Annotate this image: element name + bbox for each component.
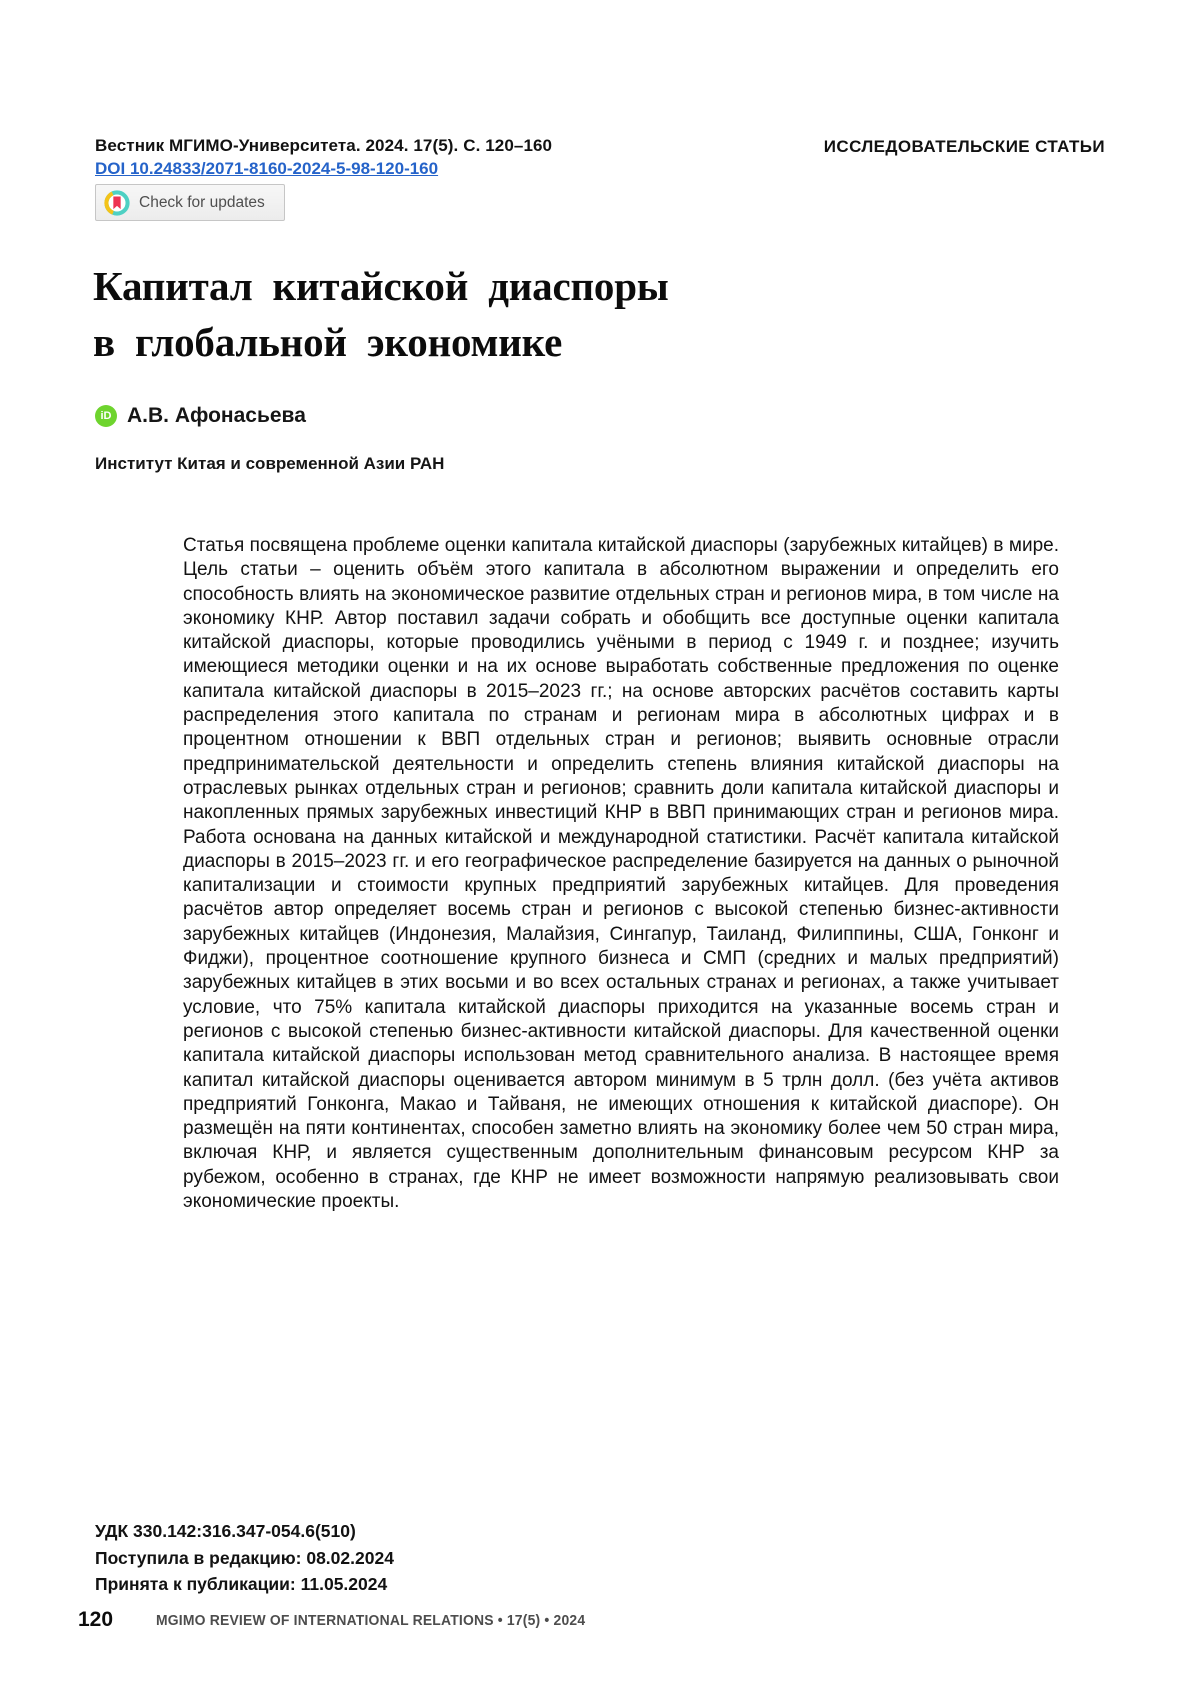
author-affiliation: Институт Китая и современной Азии РАН xyxy=(95,454,445,473)
page-number: 120 xyxy=(78,1608,114,1631)
received-date: Поступила в редакцию: 08.02.2024 xyxy=(95,1547,394,1568)
check-for-updates-button[interactable] xyxy=(95,184,285,221)
title-line-1: Капитал китайской диаспоры xyxy=(93,263,669,309)
article-meta xyxy=(95,1518,394,1598)
section-label: ИССЛЕДОВАТЕЛЬСКИЕ СТАТЬИ xyxy=(823,137,1105,156)
abstract-text: Статья посвящена проблеме оценки капитала китайской диаспоры (зарубежных китайцев) в мире. Цель статьи – оценить объём этого капитала в абсолютном выражении и определить его способность влиять на экономическое развитие отдельных стран и регионов мира, в том числе на экономику КНР. Автор поставил задачи собрать и обобщить все доступные оценки капитала китайской диаспоры, которые проводились учёными в период с 1949 г. и позднее; изучить имеющиеся методики оценки и на их основе выработать собственные предложения по оценке капитала китайской диаспоры в 2015–2023 гг.; на основе авторских расчётов составить карты распределения этого капитала по странам и регионам мира в абсолютных цифрах и в процентном отношении к ВВП отдельных стран и регионов; выявить основные отрасли предпринимательской деятельности и определить степень влияния китайской диаспоры на отраслевых рынках отдельных стран и регионов; сравнить доли капитала китайской диаспоры и накопленных прямых зарубежных инвестиций КНР в ВВП принимающих стран и регионов мира. Работа основана на данных китайской и международной статистики. Расчёт капитала китайской диаспоры в 2015–2023 гг. и его географическое распределение базируется на данных о рыночной капитализации и стоимости крупных предприятий зарубежных китайцев. Для проведения расчётов автор определяет восемь стран и регионов с высокой степенью бизнес-активности зарубежных китайцев (Индонезия, Малайзия, Сингапур, Таиланд, Филиппины, США, Гонконг и Фиджи), процентное соотношение крупного бизнеса и СМП (средних и малых предприятий) зарубежных китайцев в этих восьми и во всех остальных странах и регионах, а также учитывает условие, что 75% капитала китайской диаспоры приходится на указанные восемь стран и регионов с высокой степенью бизнес-активности китайской диаспоры. Для качественной оценки капитала китайской диаспоры использован метод сравнительного анализа. В настоящее время капитал китайской диаспоры оценивается автором минимум в 5 трлн долл. (без учёта активов предприятий Гонконга, Макао и Тайваня, не имеющих отношения к китайской диаспоре). Он размещён на пяти континентах, способен заметно влиять на экономику более чем 50 стран мира, включая КНР, и является существенным дополнительным финансовым ресурсом КНР за рубежом, особенно в странах, где КНР не имеет возможности напрямую реализовывать свои экономические проекты. xyxy=(183,535,1059,1213)
doi-link[interactable]: DOI 10.24833/2071-8160-2024-5-98-120-160 xyxy=(95,159,439,178)
author-row xyxy=(95,404,306,428)
journal-reference: Вестник МГИМО-Университета. 2024. 17(5). С. 120–160 xyxy=(95,136,553,155)
running-head: MGIMO REVIEW OF INTERNATIONAL RELATIONS • 17(5) • 2024 xyxy=(156,1613,586,1629)
accepted-date: Принята к публикации: 11.05.2024 xyxy=(95,1574,388,1594)
orcid-icon[interactable]: iD xyxy=(95,405,117,427)
title-line-2: в глобальной экономике xyxy=(93,319,563,365)
check-for-updates-label: Check for updates xyxy=(139,193,265,211)
article-title xyxy=(93,258,669,370)
author-name: А.В. Афонасьева xyxy=(127,404,306,427)
udc-code: УДК 330.142:316.347-054.6(510) xyxy=(95,1521,356,1541)
crossmark-icon xyxy=(104,190,130,216)
